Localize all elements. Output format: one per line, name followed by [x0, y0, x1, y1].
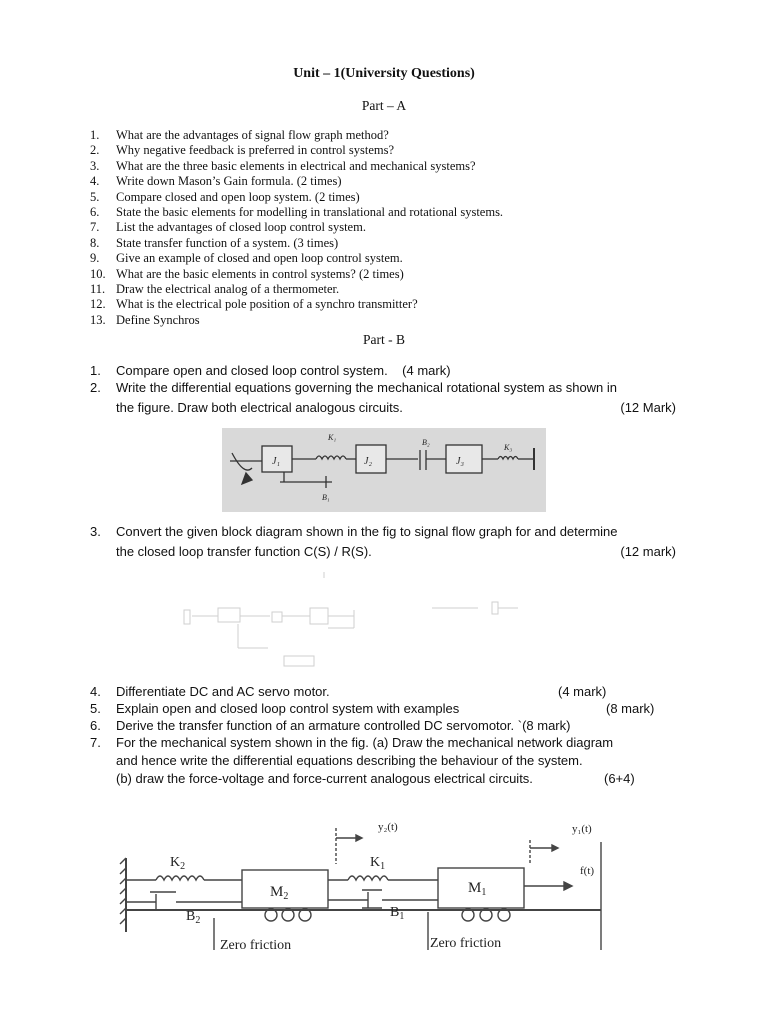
question-text: What are the advantages of signal flow graph method? [116, 128, 389, 142]
question-text: Why negative feedback is preferred in control systems? [116, 143, 395, 158]
list-item [90, 220, 366, 235]
question-text-line-1: Write the differential equations governing the mechanical rotational system as shown in [116, 380, 618, 395]
question-text: List the advantages of closed loop control system. [116, 220, 366, 235]
question-text: What are the basic elements in control systems? (2 times) [116, 266, 404, 281]
question-number: 2. [90, 380, 101, 395]
question-number: 6. [90, 205, 100, 219]
figure-label: y₁(t) [572, 823, 592, 835]
figure-label: $B_1$ [390, 905, 405, 922]
question-text: What is the electrical pole position of a synchro transmitter? [116, 297, 418, 312]
list-item [90, 313, 200, 328]
part-b-question-4 [90, 683, 676, 701]
part-b-question-6 [90, 717, 676, 735]
question-text: What are the three basic elements in electrical and mechanical systems? [116, 158, 476, 173]
question-marks: (8 mark) [606, 701, 655, 716]
question-number: 10. [90, 266, 106, 281]
question-text-line-1: Convert the given block diagram shown in the fig to signal flow graph for and determine [116, 524, 618, 539]
question-number: 11. [90, 282, 106, 296]
part-b-question-7 [90, 734, 676, 788]
question-text: State transfer function of a system. (3 times) [116, 235, 339, 250]
question-text-line-2: the closed loop transfer function C(S) / R(S). [116, 544, 372, 559]
question-text-line-2: and hence write the differential equations describing the behaviour of the system. [116, 753, 583, 768]
figure-label: K₃ [504, 443, 513, 452]
figure-label: Zero friction [220, 938, 292, 953]
list-item [90, 236, 338, 251]
rotational-system-figure [222, 428, 546, 512]
question-text: Give an example of closed and open loop control system. [116, 251, 403, 266]
question-text: Draw the electrical analog of a thermometer. [116, 282, 340, 296]
list-item [90, 282, 339, 297]
translational-system-figure [116, 810, 616, 960]
question-number: 3. [90, 158, 100, 173]
figure-label: K₁ [328, 433, 337, 442]
question-number: 6. [90, 718, 101, 733]
figure-label: J₃ [456, 456, 464, 467]
part-b-question-5 [90, 700, 676, 718]
question-text: Compare closed and open loop system. (2 times) [116, 189, 360, 204]
list-item [90, 128, 389, 143]
list-item [90, 267, 404, 282]
question-text-line-3: (b) draw the force-voltage and force-current analogous electrical circuits. [116, 771, 533, 786]
question-marks: `(8 mark) [517, 718, 571, 733]
question-text: State the basic elements for modelling in translational and rotational systems. [116, 205, 504, 219]
figure-label: f(t) [580, 865, 595, 877]
question-text: Derive the transfer function of an armature controlled DC servomotor. [116, 718, 515, 733]
question-number: 13. [90, 312, 106, 327]
figure-label: J₂ [364, 456, 372, 467]
question-number: 12. [90, 297, 106, 312]
question-text: Differentiate DC and AC servo motor. [116, 684, 330, 699]
question-number: 1. [90, 363, 101, 378]
block-diagram-figure [178, 566, 550, 676]
figure-label: Zero friction [430, 936, 502, 951]
figure-label: J₁ [272, 456, 280, 467]
question-marks: (4 mark) [402, 363, 451, 378]
question-text: Write down Mason’s Gain formula. (2 times) [116, 174, 342, 189]
part-b-question-2 [90, 379, 676, 417]
part-b-question-1 [90, 362, 676, 380]
figure-label: $K_1$ [370, 855, 386, 872]
figure-label: $M_1$ [468, 880, 487, 898]
figure-label: B₁ [322, 493, 330, 502]
question-number: 3. [90, 524, 101, 539]
list-item [90, 297, 418, 312]
list-item [90, 251, 403, 266]
figure-label: $K_2$ [170, 855, 186, 872]
question-marks: (12 mark) [620, 544, 676, 559]
question-number: 4. [90, 174, 100, 189]
question-text: Define Synchros [116, 312, 200, 327]
figure-label: $B_2$ [186, 909, 201, 926]
figure-label: y₂(t) [378, 821, 398, 833]
question-number: 2. [90, 143, 100, 158]
question-number: 7. [90, 735, 101, 750]
list-item [90, 143, 394, 158]
question-number: 1. [90, 128, 100, 142]
question-text: Explain open and closed loop control system with examples [116, 701, 460, 716]
question-marks: (6+4) [604, 771, 635, 786]
list-item [90, 190, 360, 205]
question-number: 5. [90, 189, 100, 204]
figure-label: B₂ [422, 438, 430, 447]
part-a-heading: Part – A [361, 98, 407, 113]
question-number: 4. [90, 684, 101, 699]
figure-label: $M_2$ [270, 884, 289, 902]
question-marks: (4 mark) [558, 684, 607, 699]
list-item [90, 174, 342, 189]
question-text-line-1: For the mechanical system shown in the fig. (a) Draw the mechanical network diagram [116, 735, 614, 750]
question-text-line-2: the figure. Draw both electrical analogous circuits. [116, 400, 403, 415]
question-number: 8. [90, 235, 100, 250]
part-b-question-3 [90, 523, 676, 561]
page-title: Unit – 1(University Questions) [293, 66, 475, 81]
part-b-heading: Part - B [363, 332, 405, 347]
question-marks: (12 Mark) [620, 400, 676, 415]
question-number: 9. [90, 251, 100, 266]
question-number: 5. [90, 701, 101, 716]
question-text: Compare open and closed loop control system. [116, 363, 388, 378]
list-item [90, 205, 503, 220]
question-number: 7. [90, 220, 100, 235]
list-item [90, 159, 476, 174]
